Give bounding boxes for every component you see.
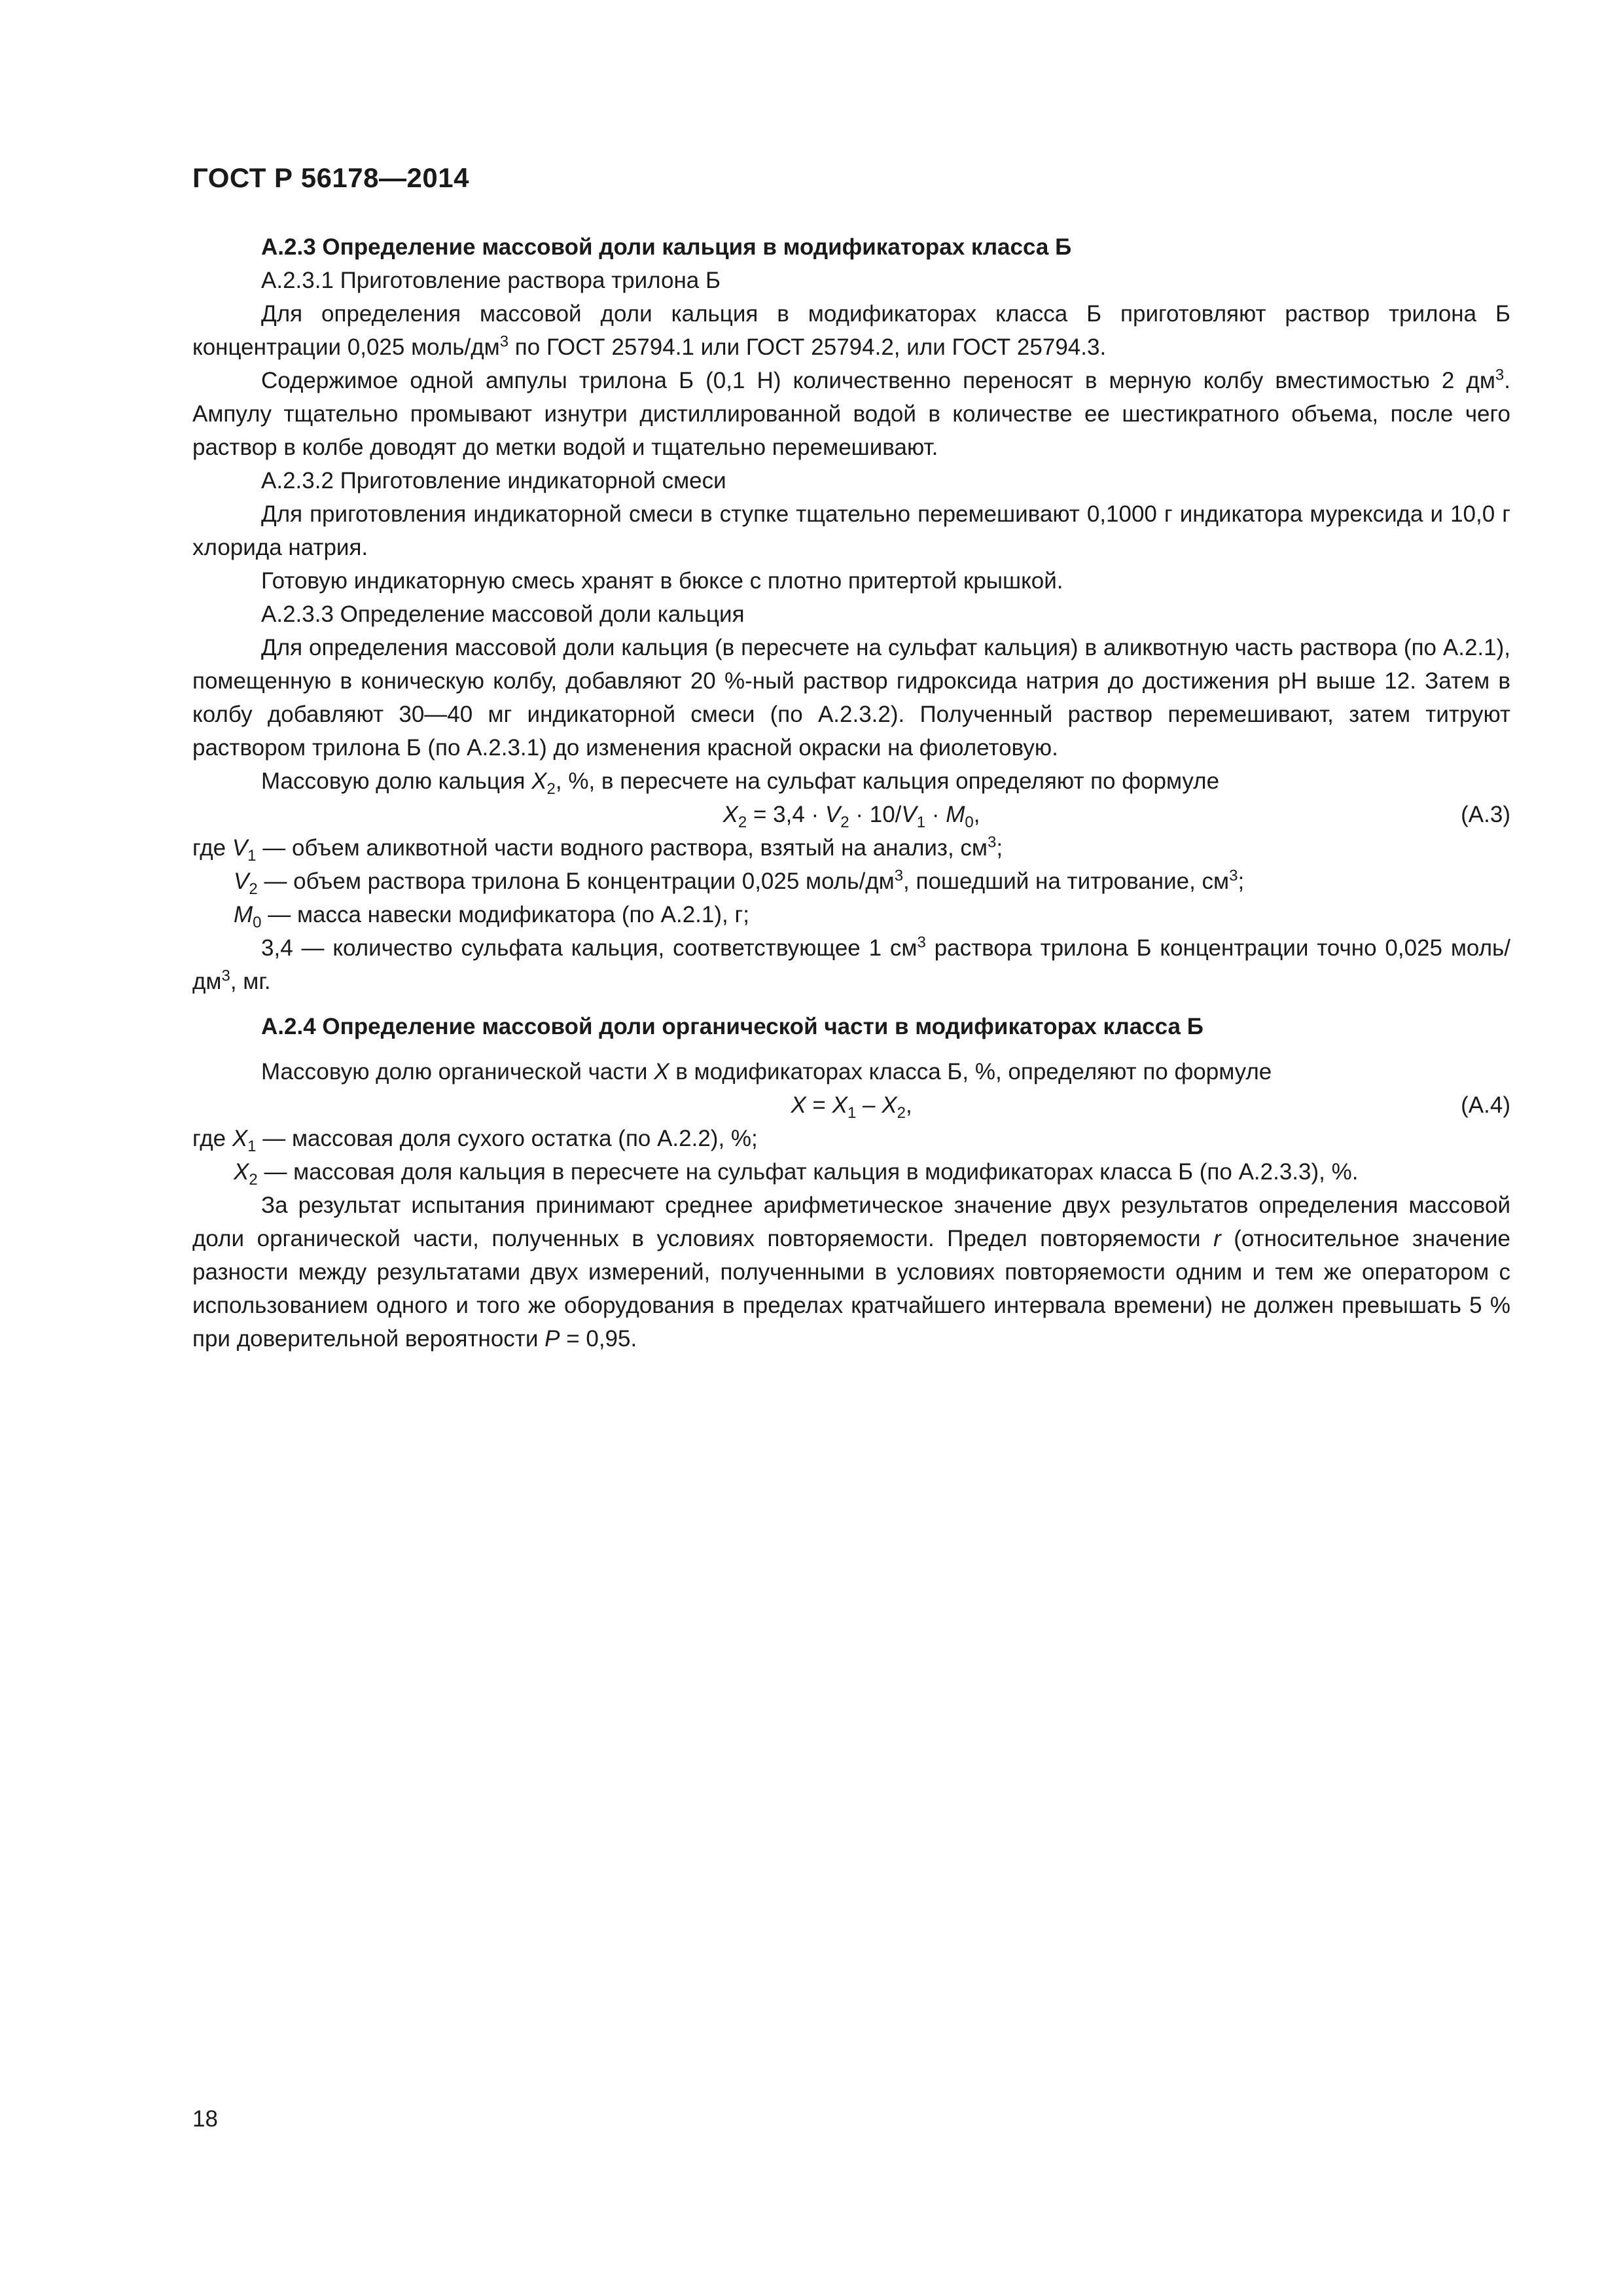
paragraph: Для приготовления индикаторной смеси в ступке тщательно перемешивают 0,1000 г индикатора мурексида и 10,0 г хлорида натрия. bbox=[192, 501, 1510, 560]
formula-expression: $X = X_1 - X_2$, bbox=[791, 1092, 912, 1122]
where-item: $M_0$ — масса навески модификатора (по А.2.1), г; bbox=[234, 902, 749, 931]
formula-number: (А.3) bbox=[1461, 802, 1510, 827]
where-item: где $X_1$ — массовая доля сухого остатка (по А.2.2), %; bbox=[192, 1126, 758, 1155]
where-item: где $V_1$ — объем аликвотной части водного раствора, взятый на анализ, $см^3$; bbox=[192, 833, 1003, 865]
where-item: $X_2$ — массовая доля кальция в пересчете на сульфат кальция в модификаторах класса Б (по А.2.3.3), %. bbox=[234, 1159, 1359, 1189]
page-number: 18 bbox=[192, 2106, 218, 2132]
paragraph: Для определения массовой доли кальция в модификаторах класса Б приготовляют раствор трилона Б концентрации 0,025 моль/$дм^3$ по ГОСТ 25794.1 или ГОСТ 25794.2, или ГОСТ 25794.3. bbox=[192, 301, 1510, 360]
where-item: $V_2$ — объем раствора трилона Б концентрации 0,025 моль/$дм^3$, пошедший на титрование, $см^3$; bbox=[234, 867, 1245, 898]
paragraph: Содержимое одной ампулы трилона Б (0,1 Н) количественно переносят в мерную колбу вместимостью 2 $дм^3$. Ампулу тщательно промывают изнутри дистиллированной водой в количестве ее шестикратного объема, после чего раствор в колбе доводят до метки водой и тщательно перемешивают. bbox=[192, 366, 1510, 460]
subsection-title-a233: А.2.3.3 Определение массовой доли кальция bbox=[261, 601, 745, 627]
where-item: 3,4 — количество сульфата кальция, соответствующее 1 $см^3$ раствора трилона Б концентрации точно 0,025 моль/$дм^3$, мг. bbox=[192, 933, 1510, 994]
section-heading-a23: А.2.3 Определение массовой доли кальция в модификаторах класса Б bbox=[261, 234, 1072, 260]
formula-a4 bbox=[192, 1088, 1510, 1122]
section-heading-a24: А.2.4 Определение массовой доли органической части в модификаторах класса Б bbox=[261, 1014, 1204, 1039]
paragraph: Массовую долю органической части X в модификаторах класса Б, %, определяют по формуле bbox=[261, 1059, 1272, 1085]
formula-number: (А.4) bbox=[1461, 1092, 1510, 1118]
subsection-title-a231: А.2.3.1 Приготовление раствора трилона Б bbox=[261, 268, 721, 293]
paragraph: Для определения массовой доли кальция (в пересчете на сульфат кальция) в аликвотную часть раствора (по А.2.1), помещенную в коническую колбу, добавляют 20 %-ный раствор гидроксида натрия до достижения рН выше 12. Затем в колбу добавляют 30—40 мг индикаторной смеси (по А.2.3.2). Полученный раствор перемешивают, затем титруют раствором трилона Б (по А.2.3.1) до изменения красной окраски на фиолетовую. bbox=[192, 635, 1510, 761]
paragraph: Массовую долю кальция $X_2$, %, в пересчете на сульфат кальция определяют по формуле bbox=[261, 768, 1220, 798]
document-body bbox=[192, 230, 1510, 1355]
document-header: ГОСТ Р 56178—2014 bbox=[192, 162, 469, 193]
subsection-title-a232: А.2.3.2 Приготовление индикаторной смеси bbox=[261, 468, 726, 493]
formula-expression: $X_2 = 3,4 \cdot V_2 \cdot 10/V_1 \cdot M_0$, bbox=[722, 802, 980, 831]
paragraph: За результат испытания принимают среднее арифметическое значение двух результатов определения массовой доли органической части, полученных в условиях повторяемости. Предел повторяемости r (относительное значение разности между результатами двух измерений, полученными в условиях повторяемости одним и тем же оператором с использованием одного и того же оборудования в пределах кратчайшего интервала времени) не должен превышать 5 % при доверительной вероятности P = 0,95. bbox=[192, 1193, 1510, 1352]
paragraph: Готовую индикаторную смесь хранят в бюксе с плотно притертой крышкой. bbox=[261, 568, 1063, 594]
formula-a3 bbox=[192, 798, 1510, 831]
